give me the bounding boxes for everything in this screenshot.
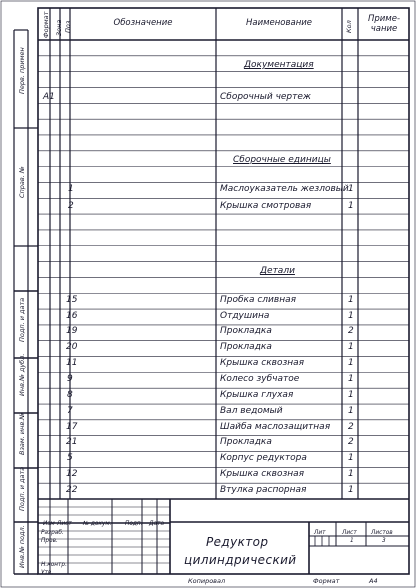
tb-label-developed: Разраб. bbox=[41, 530, 64, 536]
part-row-name: Втулка распорная bbox=[220, 485, 307, 495]
part-row-name: Крышка сквозная bbox=[220, 469, 305, 479]
part-row-qty: 1 bbox=[348, 358, 354, 368]
tb-label-sheet: Лист bbox=[57, 521, 72, 527]
col-header-qty: Кол bbox=[345, 20, 353, 33]
side-label-sign-date-1: Подп. и дата bbox=[18, 297, 26, 342]
tb-label-lit: Лит bbox=[314, 530, 326, 536]
tb-label-n-control: Н.контр. bbox=[41, 562, 67, 568]
part-row-qty: 1 bbox=[348, 342, 354, 352]
assembly-row-qty: 1 bbox=[348, 184, 354, 194]
part-row-name: Крышка сквозная bbox=[220, 358, 305, 368]
side-label-orig-inv: Инв.№ подл. bbox=[18, 525, 26, 568]
part-row-qty: 1 bbox=[348, 406, 354, 416]
col-header-note: Приме- чание bbox=[367, 14, 401, 34]
part-row-pos: 17 bbox=[66, 422, 78, 432]
assembly-row-qty: 1 bbox=[348, 201, 354, 211]
col-header-designation: Обозначение bbox=[113, 18, 173, 28]
part-row-pos: 21 bbox=[66, 437, 78, 447]
part-row-qty: 1 bbox=[348, 295, 354, 305]
part-row-pos: 7 bbox=[67, 406, 73, 416]
part-row-name: Крышка глухая bbox=[220, 390, 294, 400]
side-label-dup-inv: Инв.№ дубл. bbox=[18, 353, 26, 396]
part-row-qty: 2 bbox=[348, 422, 354, 432]
part-row-pos: 16 bbox=[66, 311, 78, 321]
assembly-row-name: Крышка смотровая bbox=[220, 201, 312, 211]
assembly-row-name: Маслоуказатель жезловый bbox=[220, 184, 349, 194]
assembly-row-pos: 1 bbox=[68, 184, 74, 194]
doc-row-name: Сборочный чертеж bbox=[220, 92, 312, 102]
part-row-name: Корпус редуктора bbox=[220, 453, 307, 463]
part-row-pos: 20 bbox=[66, 342, 78, 352]
part-row-pos: 15 bbox=[66, 295, 78, 305]
part-row-name: Отдушина bbox=[220, 311, 270, 321]
part-row-pos: 12 bbox=[66, 469, 78, 479]
part-row-pos: 8 bbox=[67, 390, 73, 400]
part-row-qty: 2 bbox=[348, 326, 354, 336]
side-label-ref-no: Справ. № bbox=[18, 166, 26, 198]
section-assembly-units: Сборочные единицы bbox=[233, 155, 331, 165]
tb-label-doc-no: № докум. bbox=[83, 521, 112, 527]
col-header-pos: Поз bbox=[64, 20, 72, 33]
tb-label-checked: Пров. bbox=[41, 538, 58, 544]
tb-list-value: 1 bbox=[350, 538, 354, 544]
tb-label-approved: Утв. bbox=[41, 570, 54, 576]
part-row-pos: 9 bbox=[67, 374, 73, 384]
part-row-name: Прокладка bbox=[220, 326, 272, 336]
part-row-name: Пробка сливная bbox=[220, 295, 297, 305]
assembly-row-pos: 2 bbox=[68, 201, 74, 211]
tb-label-list: Лист bbox=[342, 530, 357, 536]
part-row-qty: 1 bbox=[348, 485, 354, 495]
tb-label-date: Дата bbox=[149, 521, 165, 527]
part-row-name: Колесо зубчатое bbox=[220, 374, 300, 384]
part-row-pos: 22 bbox=[66, 485, 78, 495]
footer-format-label: Формат bbox=[313, 577, 340, 585]
part-row-qty: 1 bbox=[348, 390, 354, 400]
side-label-first-use: Перв. примен bbox=[18, 47, 26, 94]
part-row-name: Прокладка bbox=[220, 342, 272, 352]
document-title-line-2: цилиндрический bbox=[184, 553, 297, 567]
col-header-zone: Зона bbox=[55, 19, 63, 36]
document-title-line-1: Редуктор bbox=[206, 535, 269, 549]
doc-row-format: A1 bbox=[43, 92, 55, 102]
col-header-name: Наименование bbox=[245, 18, 313, 28]
part-row-pos: 11 bbox=[66, 358, 78, 368]
section-parts: Детали bbox=[260, 266, 295, 276]
tb-label-change: Изм bbox=[43, 521, 55, 527]
tb-label-lists: Листов bbox=[371, 530, 393, 536]
part-row-qty: 1 bbox=[348, 374, 354, 384]
part-row-pos: 19 bbox=[66, 326, 78, 336]
side-label-replace-inv: Взам. инв.№ bbox=[18, 412, 26, 455]
part-row-qty: 1 bbox=[348, 311, 354, 321]
section-documentation: Документация bbox=[244, 60, 314, 70]
col-header-format: Формат bbox=[42, 11, 50, 38]
part-row-pos: 5 bbox=[67, 453, 73, 463]
part-row-qty: 1 bbox=[348, 469, 354, 479]
side-label-sign-date-2: Подп. и дата bbox=[18, 466, 26, 511]
footer-format-value: A4 bbox=[369, 577, 378, 585]
part-row-qty: 2 bbox=[348, 437, 354, 447]
part-row-qty: 1 bbox=[348, 453, 354, 463]
tb-lists-value: 3 bbox=[382, 538, 386, 544]
tb-label-sign: Подп. bbox=[125, 521, 143, 527]
footer-copied: Копировал bbox=[188, 577, 226, 585]
part-row-name: Вал ведомый bbox=[220, 406, 283, 416]
part-row-name: Прокладка bbox=[220, 437, 272, 447]
part-row-name: Шайба маслозащитная bbox=[220, 422, 331, 432]
